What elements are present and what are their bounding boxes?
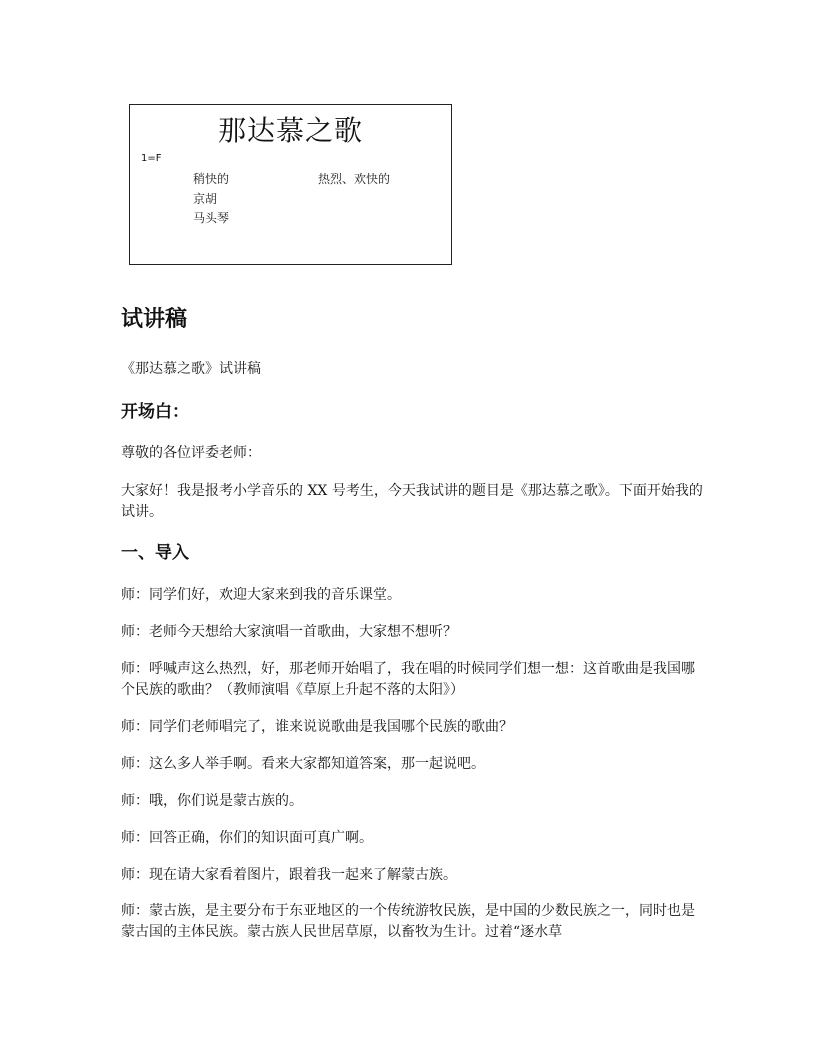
section-paragraph: 师：哦，你们说是蒙古族的。 xyxy=(121,793,303,809)
score-tempo-marking-right: 热烈、欢快的 xyxy=(318,172,391,186)
score-title: 那达慕之歌 xyxy=(217,114,363,147)
section-paragraph: 师：呼喊声这么热烈，好，那老师开始唱了，我在唱的时候同学们想一想：这首歌曲是我国哪个民族的歌曲？（教师演唱《草原上升起不落的太阳》） xyxy=(121,661,695,698)
section-paragraph: 师：回答正确，你们的知识面可真广啊。 xyxy=(121,830,373,846)
section-paragraph: 师：老师今天想给大家演唱一首歌曲，大家想不想听？ xyxy=(121,624,457,640)
section-paragraph: 师：蒙古族，是主要分布于东亚地区的一个传统游牧民族，是中国的少数民族之一，同时也是蒙古国的主体民族。蒙古族人民世居草原，以畜牧为生计。过着“逐水草 xyxy=(121,903,695,940)
score-key-signature: 1=F xyxy=(141,153,162,164)
score-instrument-2: 马头琴 xyxy=(193,211,230,225)
section-paragraph: 师：同学们老师唱完了，谁来说说歌曲是我国哪个民族的歌曲？ xyxy=(121,719,513,735)
score-tempo-marking-left: 稍快的 xyxy=(193,172,230,186)
section-paragraph: 师：同学们好，欢迎大家来到我的音乐课堂。 xyxy=(121,587,401,603)
greeting-paragraph: 尊敬的各位评委老师： xyxy=(121,445,261,461)
score-instrument-1: 京胡 xyxy=(193,192,218,206)
score-excerpt-box xyxy=(129,104,452,265)
opening-heading: 开场白： xyxy=(121,402,189,422)
section-heading-intro: 一、导入 xyxy=(121,543,189,563)
document-title: 试讲稿 xyxy=(121,307,188,332)
section-paragraph: 师：这么多人举手啊。看来大家都知道答案，那一起说吧。 xyxy=(121,756,485,772)
section-paragraph: 师：现在请大家看着图片，跟着我一起来了解蒙古族。 xyxy=(121,867,457,883)
intro-paragraph: 大家好！我是报考小学音乐的 XX 号考生，今天我试讲的题目是《那达慕之歌》。下面开始我的试讲。 xyxy=(121,483,703,520)
document-subtitle: 《那达慕之歌》试讲稿 xyxy=(121,361,261,377)
